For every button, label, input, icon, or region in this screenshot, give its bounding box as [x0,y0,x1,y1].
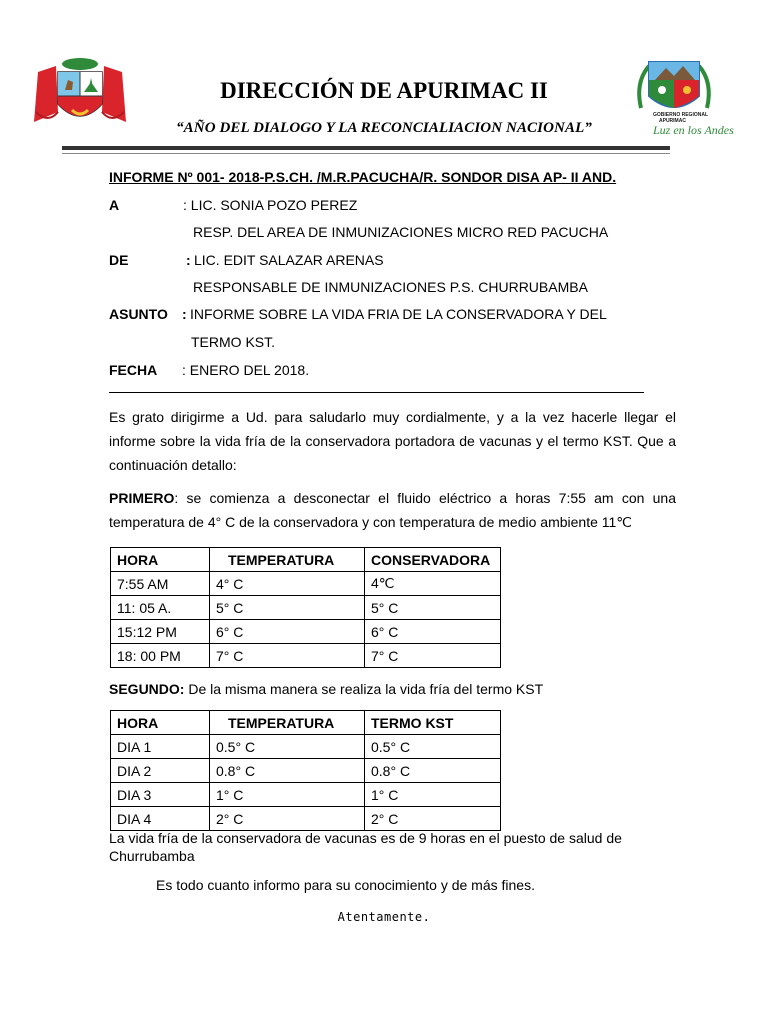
table-row [111,644,501,668]
table-cell: 15:12 PM [111,620,210,644]
logo-caption-2: APURIMAC [659,118,686,124]
logo-caption-1: GOBIERNO REGIONAL [653,112,709,118]
from-label: DE [109,252,129,268]
table-cell: 0.8° C [365,759,501,783]
table-cell: 4° C [210,572,365,596]
table-cell: DIA 4 [111,807,210,831]
intro-paragraph: Es grato dirigirme a Ud. para saludarlo muy cordialmente, y a la vez hacerle llegar el informe sobre la vida fría de la conservadora portadora de vacunas y el termo KST. Que a continuación detallo: [109,409,676,473]
table-cell: 0.5° C [210,735,365,759]
table-header: HORA [111,711,210,735]
table-row [111,783,501,807]
table-header-row [111,548,501,572]
closing-line: Es todo cuanto informo para su conocimiento y de más fines. [156,877,535,893]
table-row [111,807,501,831]
report-reference: INFORME Nº 001- 2018-P.S.CH. /M.R.PACUCHA/R. SONDOR DISA AP- II AND. [109,169,617,185]
table-cell: DIA 2 [111,759,210,783]
second-label: SEGUNDO: [109,681,185,697]
table-cell: 1° C [365,783,501,807]
table-row [111,735,501,759]
table-cell: 5° C [365,596,501,620]
from-role: RESPONSABLE DE INMUNIZACIONES P.S. CHURRUBAMBA [193,279,588,295]
subject-line-2: TERMO KST. [191,334,276,350]
to-role: RESP. DEL AREA DE INMUNIZACIONES MICRO RED PACUCHA [193,224,609,240]
table-cell: 6° C [365,620,501,644]
table-header: HORA [111,548,210,572]
table-header: TEMPERATURA [210,548,365,572]
date-label: FECHA [109,362,158,378]
date-value: : ENERO DEL 2018. [182,362,310,378]
from-colon: : [186,252,191,268]
to-label: A [109,197,120,213]
table-cell: DIA 3 [111,783,210,807]
table-row [111,759,501,783]
subject-line-1: INFORME SOBRE LA VIDA FRIA DE LA CONSERVADORA Y DEL [190,306,607,322]
table-cell: 1° C [210,783,365,807]
table-cell: 4℃ [365,572,501,596]
header-rule [62,146,670,150]
table-cell: 0.5° C [365,735,501,759]
document-title: DIRECCIÓN DE APURIMAC II [220,78,548,103]
table-header: CONSERVADORA [365,548,501,572]
table-cell: 11: 05 A. [111,596,210,620]
subject-colon: : [182,306,187,322]
to-name: : LIC. SONIA POZO PEREZ [183,197,358,213]
first-label: PRIMERO [109,490,175,506]
logo-slogan: Luz en los Andes [653,123,734,137]
second-text: De la misma manera se realiza la vida fría del termo KST [184,681,544,697]
year-motto: “AÑO DEL DIALOGO Y LA RECONCIALIACION NACIONAL” [176,120,592,136]
table-cell: 7° C [365,644,501,668]
conservadora-table [110,547,501,668]
table-cell: 0.8° C [210,759,365,783]
table-row [111,620,501,644]
first-text: : se comienza a desconectar el fluido eléctrico a horas 7:55 am con una temperatura de 4° C de la conservadora y con temperatura de medio ambiente 11℃ [109,490,676,530]
first-paragraph [109,486,676,534]
second-paragraph [109,681,543,697]
from-name: LIC. EDIT SALAZAR ARENAS [194,252,384,268]
table-cell: 7° C [210,644,365,668]
table-header-row [111,711,501,735]
conclusion-paragraph: La vida fría de la conservadora de vacunas es de 9 horas en el puesto de salud de Churrubamba [109,830,622,864]
table-cell: 7:55 AM [111,572,210,596]
subject-label: ASUNTO [109,306,168,322]
termo-kst-table [110,710,501,831]
table-cell: 6° C [210,620,365,644]
table-row [111,572,501,596]
table-cell: 5° C [210,596,365,620]
table-row [111,596,501,620]
table-cell: DIA 1 [111,735,210,759]
table-header: TERMO KST [365,711,501,735]
table-cell: 2° C [210,807,365,831]
table-header: TEMPERATURA [210,711,365,735]
table-cell: 2° C [365,807,501,831]
table-cell: 18: 00 PM [111,644,210,668]
header-rule-thin [62,153,670,154]
separator-line [109,392,644,393]
signoff: Atentamente. [337,910,431,924]
